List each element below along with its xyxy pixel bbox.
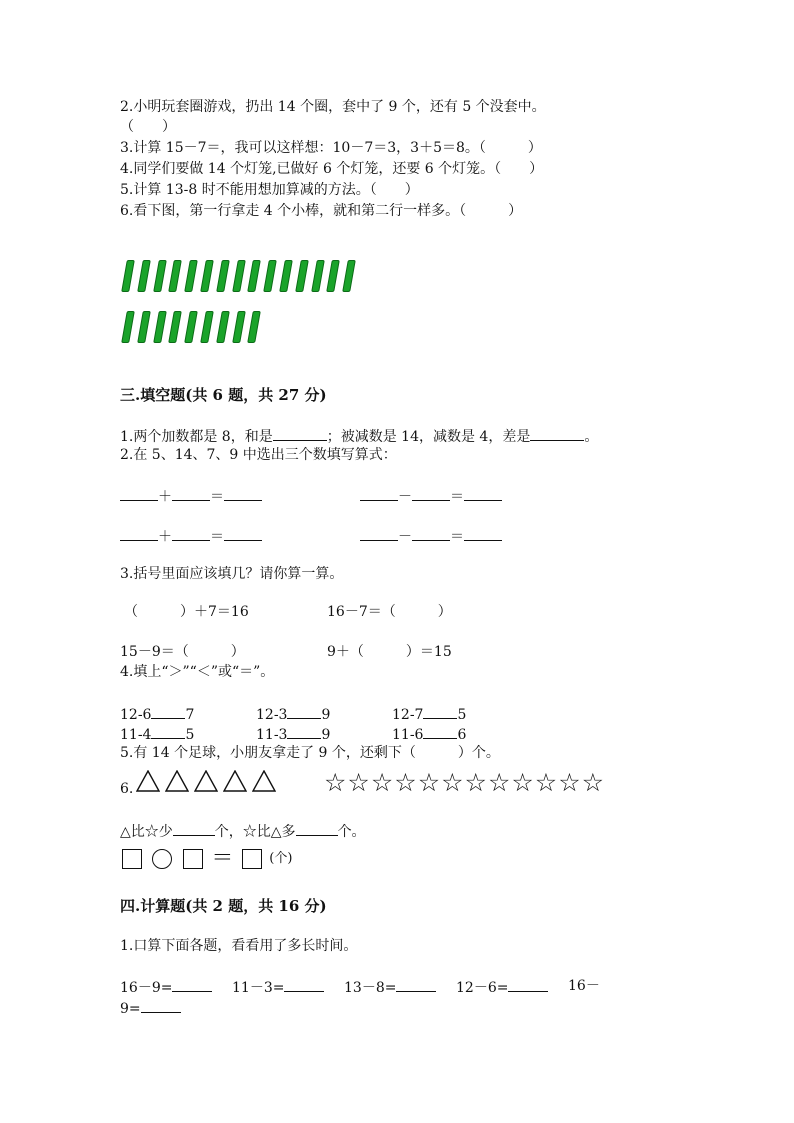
plus-sign: ＋ bbox=[158, 489, 172, 505]
fill-q3-a: （ ）＋7＝16 bbox=[124, 604, 249, 620]
eq-blank[interactable] bbox=[360, 526, 398, 541]
calc-item-2: 11－3= bbox=[232, 977, 324, 997]
compare-blank[interactable] bbox=[287, 704, 321, 719]
stick-icon bbox=[184, 311, 198, 343]
star-icon: ☆ bbox=[394, 768, 417, 797]
calc-item-5: 16－ bbox=[568, 978, 600, 994]
equals-sign: ＝ bbox=[211, 846, 234, 871]
equation-sub-2 bbox=[360, 526, 502, 546]
fill-q1-text-a: 1.两个加数都是 8，和是 bbox=[120, 429, 273, 445]
stick-icon bbox=[216, 260, 230, 292]
minus-sign: － bbox=[398, 489, 412, 505]
stick-icon bbox=[216, 311, 230, 343]
stick-icon bbox=[169, 311, 183, 343]
equals-sign: ＝ bbox=[210, 489, 224, 505]
answer-box[interactable] bbox=[242, 849, 262, 869]
stick-icon bbox=[153, 311, 167, 343]
fill-q2: 2.在 5、14、7、9 中选出三个数填写算式： bbox=[120, 447, 397, 463]
minus-sign: － bbox=[398, 529, 412, 545]
compare-blank[interactable] bbox=[287, 724, 321, 739]
stick-icon bbox=[342, 260, 356, 292]
calc-q1: 1.口算下面各题，看看用了多长时间。 bbox=[120, 938, 358, 954]
stick-icon bbox=[232, 311, 246, 343]
star-icon: ☆ bbox=[370, 768, 394, 797]
calc-blank[interactable] bbox=[508, 977, 548, 992]
fill-q5: 5.有 14 个足球，小朋友拿走了 9 个，还剩下（ ）个。 bbox=[120, 745, 500, 761]
triangle-icon bbox=[223, 770, 247, 790]
triangle-icon bbox=[194, 770, 218, 790]
stick-icon bbox=[153, 260, 167, 292]
eq-blank[interactable] bbox=[464, 526, 502, 541]
q6-text-a: △比☆少 bbox=[120, 824, 173, 840]
equation-add-2 bbox=[120, 526, 262, 546]
section-3-heading: 三.填空题(共 6 题，共 27 分) bbox=[120, 386, 327, 404]
fill-q3-c: 15－9＝（ ） bbox=[120, 644, 245, 660]
fill-q1-blank-sum[interactable] bbox=[273, 426, 327, 441]
star-icon: ☆ bbox=[464, 768, 487, 797]
star-icon: ☆ bbox=[347, 768, 370, 797]
compare-4: 11-4 5 bbox=[120, 724, 194, 744]
fill-q1 bbox=[120, 426, 598, 446]
fill-q1-text-b: ；被减数是 14，减数是 4，差是 bbox=[326, 429, 531, 445]
fill-q3-d: 9＋（ ）＝15 bbox=[327, 644, 452, 660]
eq-blank[interactable] bbox=[172, 526, 210, 541]
stick-icon bbox=[169, 260, 183, 292]
stick-icon bbox=[184, 260, 198, 292]
star-row bbox=[324, 770, 605, 795]
calc-item-1: 16－9= bbox=[120, 977, 212, 997]
answer-box[interactable] bbox=[183, 849, 203, 869]
fill-q3-b: 16－7＝（ ） bbox=[327, 604, 452, 620]
stick-icon bbox=[248, 311, 262, 343]
triangle-row bbox=[136, 770, 281, 794]
calc-blank[interactable] bbox=[396, 977, 436, 992]
plus-sign: ＋ bbox=[158, 529, 172, 545]
stick-icon bbox=[263, 260, 277, 292]
eq-blank[interactable] bbox=[224, 486, 262, 501]
stick-icon bbox=[121, 260, 135, 292]
eq-blank[interactable] bbox=[360, 486, 398, 501]
stick-icon bbox=[200, 260, 214, 292]
star-icon: ☆ bbox=[534, 768, 558, 797]
compare-3: 12-7 5 bbox=[392, 704, 466, 724]
q6-box-equation bbox=[122, 848, 292, 870]
equals-sign: ＝ bbox=[450, 489, 464, 505]
eq-blank[interactable] bbox=[412, 486, 450, 501]
judge-item-3: 3.计算 15－7＝，我可以这样想：10－7＝3，3＋5＝8。（ ） bbox=[120, 140, 542, 156]
q6-blank-2[interactable] bbox=[296, 821, 338, 836]
judge-item-5: 5.计算 13-8 时不能用想加算减的方法。（ ） bbox=[120, 182, 419, 198]
eq-blank[interactable] bbox=[120, 486, 158, 501]
judge-item-2-paren: （ ） bbox=[120, 119, 176, 135]
stick-icon bbox=[200, 311, 214, 343]
stick-icon bbox=[311, 260, 325, 292]
sticks-row-2 bbox=[120, 311, 360, 343]
star-icon: ☆ bbox=[324, 768, 347, 797]
compare-blank[interactable] bbox=[151, 724, 185, 739]
eq-blank[interactable] bbox=[224, 526, 262, 541]
operator-circle[interactable] bbox=[152, 849, 172, 869]
stick-icon bbox=[295, 260, 309, 292]
stick-icon bbox=[232, 260, 246, 292]
star-icon: ☆ bbox=[558, 768, 581, 797]
stick-icon bbox=[279, 260, 293, 292]
eq-blank[interactable] bbox=[412, 526, 450, 541]
eq-blank[interactable] bbox=[120, 526, 158, 541]
q6-blank-1[interactable] bbox=[173, 821, 215, 836]
calc-blank[interactable] bbox=[284, 977, 324, 992]
judge-item-6: 6.看下图，第一行拿走 4 个小棒，就和第二行一样多。（ ） bbox=[120, 203, 523, 219]
section-4-heading: 四.计算题(共 2 题，共 16 分) bbox=[120, 897, 327, 915]
eq-blank[interactable] bbox=[464, 486, 502, 501]
stick-icon bbox=[137, 260, 151, 292]
compare-2: 12-3 9 bbox=[256, 704, 330, 724]
calc-item-5-wrap: 9= bbox=[120, 998, 181, 1018]
star-icon: ☆ bbox=[441, 768, 464, 797]
star-icon: ☆ bbox=[417, 768, 441, 797]
stick-icon bbox=[121, 311, 135, 343]
triangle-icon bbox=[136, 770, 160, 790]
compare-blank[interactable] bbox=[423, 704, 457, 719]
compare-6: 11-6 6 bbox=[392, 724, 466, 744]
star-icon: ☆ bbox=[581, 768, 605, 797]
calc-blank[interactable] bbox=[172, 977, 212, 992]
q6-text-b: 个，☆比△多 bbox=[214, 824, 296, 840]
eq-blank[interactable] bbox=[172, 486, 210, 501]
triangle-icon bbox=[252, 770, 276, 790]
calc-blank[interactable] bbox=[141, 998, 181, 1013]
q6-text-c: 个。 bbox=[337, 824, 366, 840]
stick-icon bbox=[327, 260, 341, 292]
compare-5: 11-3 9 bbox=[256, 724, 330, 744]
compare-blank[interactable] bbox=[151, 704, 185, 719]
equation-add-1 bbox=[120, 486, 262, 506]
stick-icon bbox=[137, 311, 151, 343]
star-icon: ☆ bbox=[487, 768, 511, 797]
fill-q1-text-c: 。 bbox=[584, 429, 599, 445]
answer-box[interactable] bbox=[122, 849, 142, 869]
fill-q1-blank-diff[interactable] bbox=[530, 426, 584, 441]
fill-q6-label: 6. bbox=[120, 781, 134, 797]
judge-item-2: 2.小明玩套圈游戏，扔出 14 个圈，套中了 9 个，还有 5 个没套中。 bbox=[120, 99, 546, 115]
fill-q4: 4.填上“＞”“＜”或“＝”。 bbox=[120, 664, 275, 680]
triangle-icon bbox=[165, 770, 189, 790]
fill-q3: 3.括号里面应该填几？请你算一算。 bbox=[120, 566, 344, 582]
equals-sign: ＝ bbox=[450, 529, 464, 545]
equals-sign: ＝ bbox=[210, 529, 224, 545]
unit-label: (个) bbox=[269, 851, 293, 866]
equation-sub-1 bbox=[360, 486, 502, 506]
calc-item-4: 12－6= bbox=[456, 977, 548, 997]
compare-blank[interactable] bbox=[423, 724, 457, 739]
stick-icon bbox=[248, 260, 262, 292]
star-icon: ☆ bbox=[511, 768, 534, 797]
compare-1: 12-6 7 bbox=[120, 704, 194, 724]
calc-item-3: 13－8= bbox=[344, 977, 436, 997]
judge-item-4: 4.同学们要做 14 个灯笼,已做好 6 个灯笼，还要 6 个灯笼。（ ） bbox=[120, 161, 544, 177]
fill-q6-text bbox=[120, 821, 366, 841]
sticks-row-1 bbox=[120, 260, 360, 292]
